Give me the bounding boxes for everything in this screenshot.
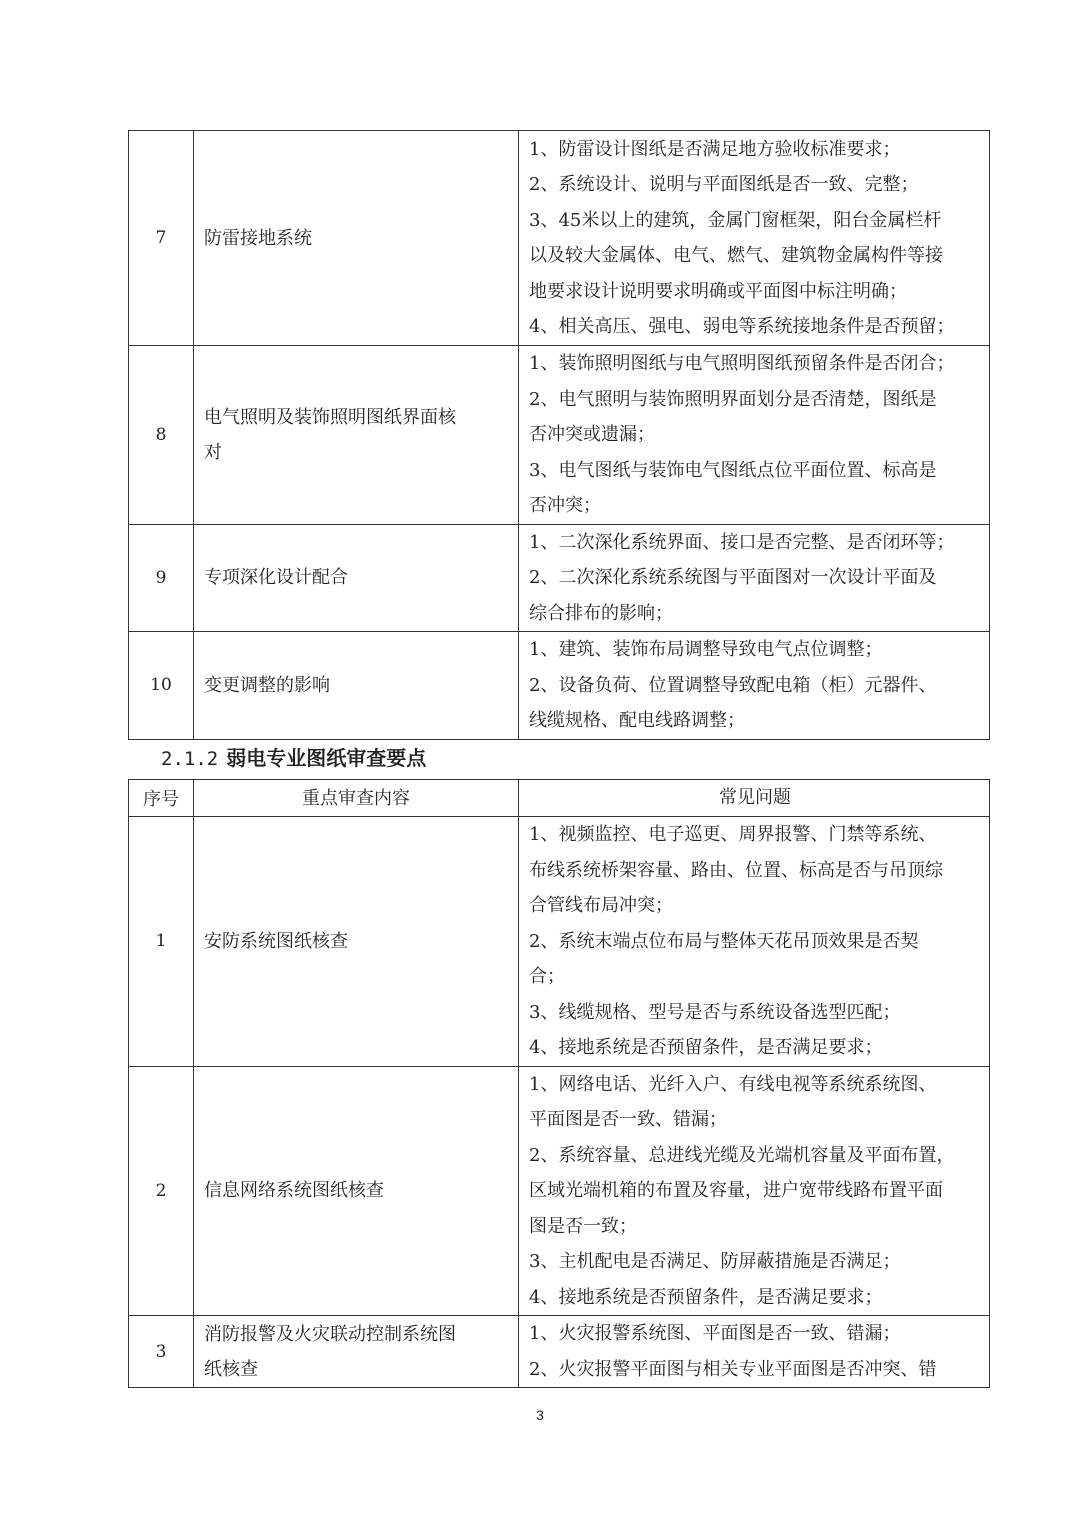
review-item-line: 专项深化设计配合 — [204, 567, 348, 589]
common-problems — [519, 817, 990, 1067]
problem-line: 1、建筑、装饰布局调整导致电气点位调整； — [529, 639, 883, 660]
review-item-line: 安防系统图纸核查 — [204, 930, 348, 952]
problem-line: 图是否一致； — [529, 1215, 637, 1237]
header-common-problems: 常见问题 — [519, 780, 990, 817]
review-item — [194, 1066, 519, 1316]
problem-line: 1、装饰照明图纸与电气照明图纸预留条件是否闭合； — [529, 353, 955, 374]
table-row — [129, 1316, 990, 1388]
problem-line: 4、接地系统是否预留条件，是否满足要求； — [529, 1037, 883, 1058]
problem-line: 4、相关高压、强电、弱电等系统接地条件是否预留； — [529, 316, 955, 337]
problem-line: 否冲突或遗漏； — [529, 424, 655, 445]
table-row — [129, 817, 990, 1067]
review-item-line: 纸核查 — [204, 1358, 258, 1380]
common-problems — [519, 131, 990, 346]
common-problems — [519, 524, 990, 632]
problem-line: 3、电气图纸与装饰电气图纸点位平面位置、标高是 — [529, 459, 937, 481]
review-item-line: 防雷接地系统 — [204, 227, 312, 249]
problem-line: 1、火灾报警系统图、平面图是否一致、错漏； — [529, 1323, 901, 1344]
common-problems — [519, 1316, 990, 1388]
review-item-line: 变更调整的影响 — [204, 674, 330, 696]
problem-line: 3、线缆规格、型号是否与系统设备选型匹配； — [529, 1001, 901, 1023]
problem-line: 布线系统桥架容量、路由、位置、标高是否与吊顶综 — [529, 859, 943, 881]
problem-line: 2、设备负荷、位置调整导致配电箱（柜）元器件、 — [529, 674, 937, 696]
problem-line: 1、防雷设计图纸是否满足地方验收标准要求； — [529, 138, 901, 160]
section-title: 弱电专业图纸审查要点 — [226, 746, 427, 770]
problem-line: 否冲突； — [529, 495, 601, 516]
review-item — [194, 632, 519, 740]
review-item — [194, 817, 519, 1067]
row-number: 1 — [129, 817, 194, 1067]
problem-line: 合； — [529, 966, 565, 987]
common-problems — [519, 346, 990, 525]
review-item-line: 对 — [204, 441, 222, 463]
row-number: 3 — [129, 1316, 194, 1388]
problem-line: 4、接地系统是否预留条件，是否满足要求； — [529, 1286, 883, 1308]
problem-line: 线缆规格、配电线路调整； — [529, 710, 745, 731]
problem-line: 2、火灾报警平面图与相关专业平面图是否冲突、错 — [529, 1358, 937, 1380]
low-voltage-review-table — [128, 779, 990, 1388]
problem-line: 综合排布的影响； — [529, 602, 673, 624]
page-number: 3 — [536, 1407, 544, 1423]
common-problems — [519, 632, 990, 740]
problem-line: 以及较大金属体、电气、燃气、建筑物金属构件等接 — [529, 245, 943, 266]
review-item-line: 电气照明及装饰照明图纸界面核 — [204, 406, 456, 428]
header-serial-number: 序号 — [129, 780, 194, 817]
problem-line: 地要求设计说明要求明确或平面图中标注明确； — [529, 280, 907, 302]
problem-line: 3、主机配电是否满足、防屏蔽措施是否满足； — [529, 1251, 901, 1272]
review-item-line: 信息网络系统图纸核查 — [204, 1180, 384, 1202]
problem-line: 2、系统容量、总进线光缆及光端机容量及平面布置， — [529, 1144, 955, 1166]
electrical-review-table-continued — [128, 130, 990, 740]
problem-line: 2、系统设计、说明与平面图纸是否一致、完整； — [529, 174, 919, 195]
problem-line: 合管线布局冲突； — [529, 895, 673, 916]
table-row — [129, 131, 990, 346]
problem-line: 1、二次深化系统界面、接口是否完整、是否闭环等； — [529, 531, 955, 553]
table-row — [129, 632, 990, 740]
problem-line: 1、视频监控、电子巡更、周界报警、门禁等系统、 — [529, 824, 937, 845]
table-header-row — [129, 780, 990, 817]
problem-line: 3、45米以上的建筑，金属门窗框架，阳台金属栏杆 — [529, 209, 942, 231]
review-item — [194, 1316, 519, 1388]
problem-line: 2、二次深化系统系统图与平面图对一次设计平面及 — [529, 567, 937, 588]
header-review-content: 重点审查内容 — [194, 780, 519, 817]
table-row — [129, 524, 990, 632]
review-item-line: 消防报警及火灾联动控制系统图 — [204, 1323, 456, 1345]
section-heading — [161, 741, 426, 776]
row-number: 7 — [129, 131, 194, 346]
common-problems — [519, 1066, 990, 1316]
problem-line: 1、网络电话、光纤入户、有线电视等系统系统图、 — [529, 1073, 937, 1095]
row-number: 8 — [129, 346, 194, 525]
row-number: 2 — [129, 1066, 194, 1316]
review-item — [194, 131, 519, 346]
problem-line: 2、电气照明与装饰照明界面划分是否清楚，图纸是 — [529, 388, 937, 410]
review-item — [194, 524, 519, 632]
row-number: 10 — [129, 632, 194, 740]
problem-line: 平面图是否一致、错漏； — [529, 1109, 727, 1130]
problem-line: 2、系统末端点位布局与整体天花吊顶效果是否契 — [529, 930, 919, 952]
table-row — [129, 346, 990, 525]
review-item — [194, 346, 519, 525]
row-number: 9 — [129, 524, 194, 632]
problem-line: 区域光端机箱的布置及容量，进户宽带线路布置平面 — [529, 1180, 943, 1201]
section-number: 2.1.2 — [161, 748, 219, 770]
table-row — [129, 1066, 990, 1316]
